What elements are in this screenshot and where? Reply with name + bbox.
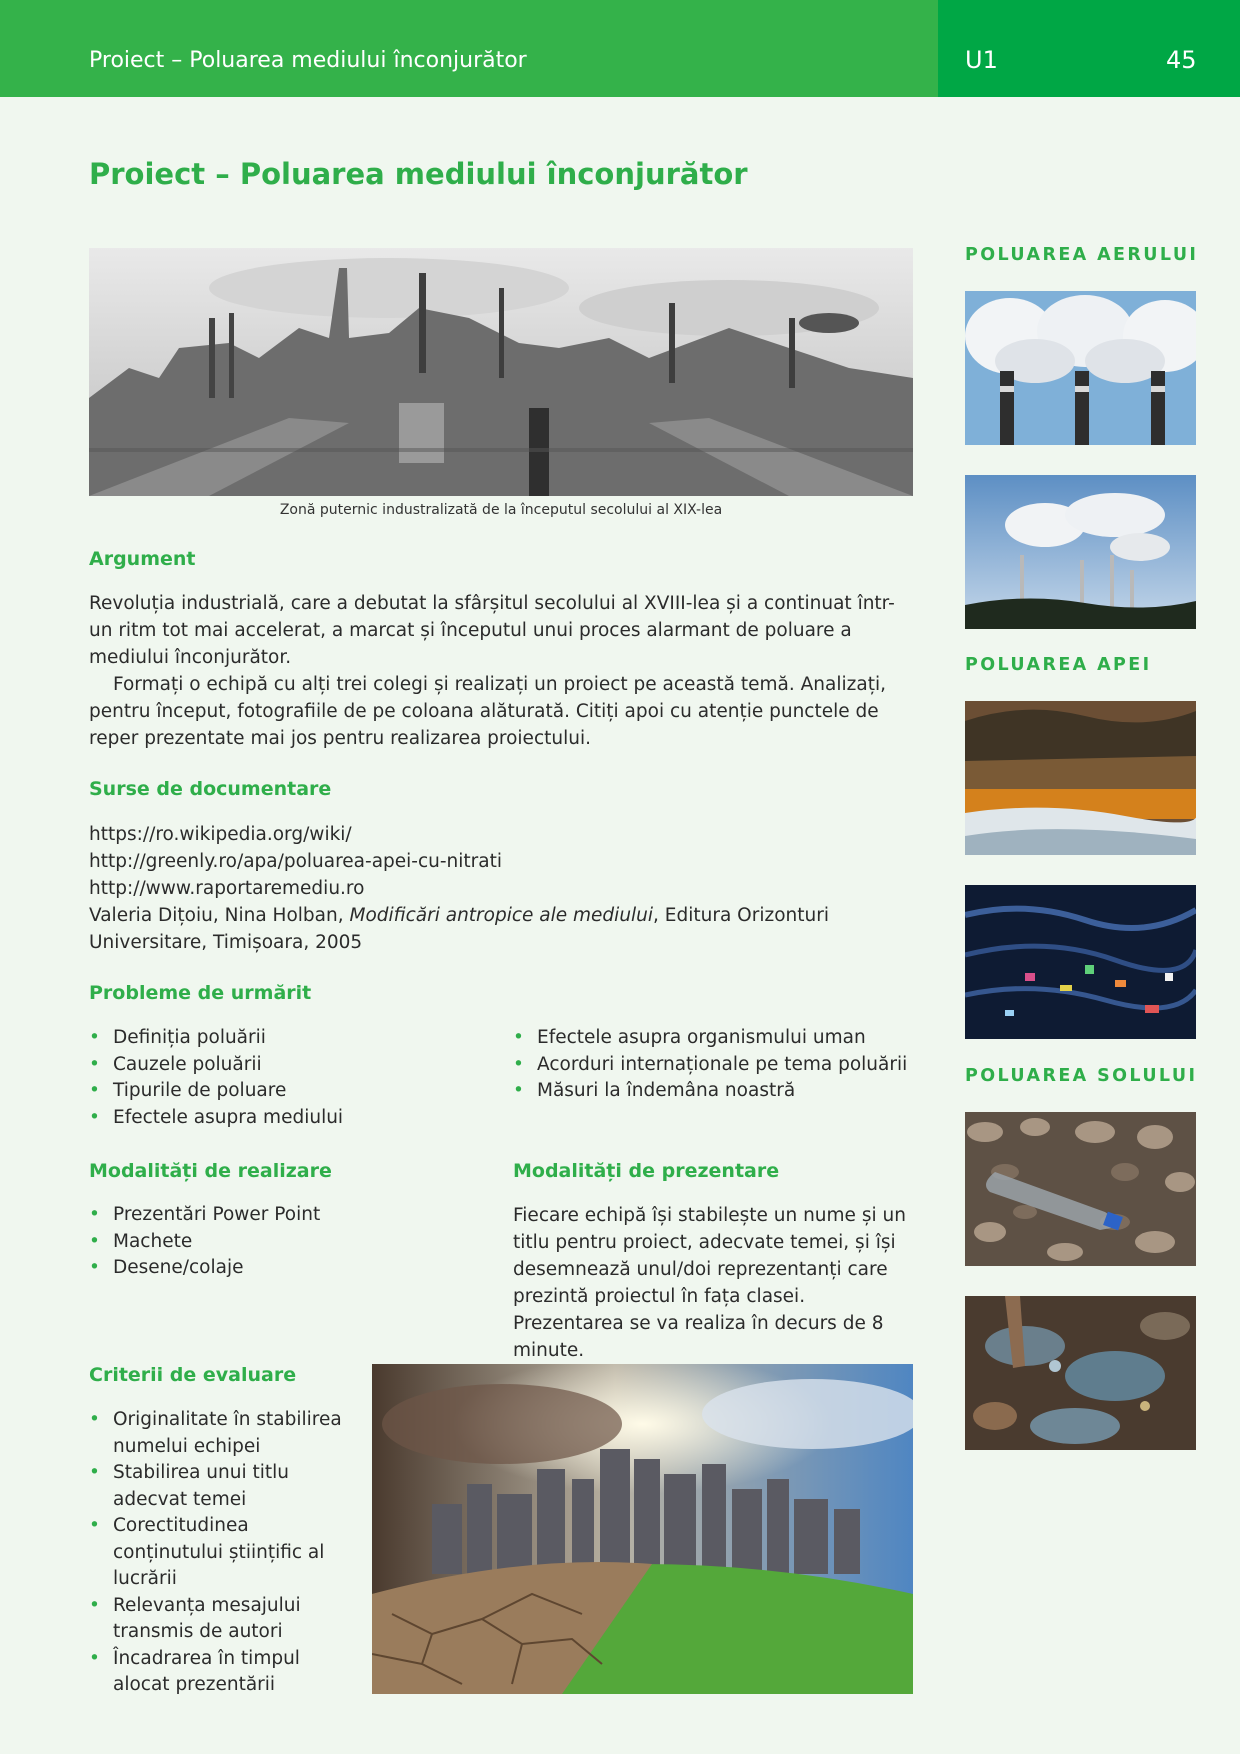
industrial-zone-photo bbox=[89, 248, 913, 496]
power-plant-photo bbox=[965, 475, 1196, 629]
air-pollution-heading: POLUAREA AERULUI bbox=[965, 245, 1199, 265]
header-title: Proiect – Poluarea mediului înconjurător bbox=[89, 48, 527, 73]
argument-heading: Argument bbox=[89, 548, 196, 570]
argument-paragraph-2: Formați o echipă cu alți trei colegi și realizați un proiect pe această temă. Analizați, pentru început, fotografiile de pe coloana alăturată. Citiți apoi cu atenție punctele de reper prezentate mai jos pentru realizarea proiectului. bbox=[89, 674, 886, 749]
presentation-text: Fiecare echipă își stabilește un nume și un titlu pentru proiect, adecvate temei, și își desemnează unul/doi reprezentanți care prezintă proiectul în fața clasei. Prezentarea se va realiza în decurs de 8 minute. bbox=[513, 1205, 906, 1361]
criteria-heading: Criterii de evaluare bbox=[89, 1364, 297, 1386]
presentation-heading: Modalități de prezentare bbox=[513, 1160, 780, 1182]
water-pollution-heading: POLUAREA APEI bbox=[965, 655, 1152, 675]
soil-pollution-heading: POLUAREA SOLULUI bbox=[965, 1066, 1198, 1086]
polluted-lake-photo bbox=[965, 701, 1196, 855]
problems-list-right bbox=[513, 1025, 933, 1105]
sources-heading: Surse de documentare bbox=[89, 778, 332, 800]
problems-list-left bbox=[89, 1025, 489, 1131]
list-item: • Machete bbox=[89, 1229, 489, 1256]
list-item: • Cauzele poluării bbox=[89, 1052, 489, 1079]
list-item: • Tipurile de poluare bbox=[89, 1078, 489, 1105]
page-number: 45 bbox=[1166, 46, 1197, 74]
list-item: • Relevanța mesajului transmis de autori bbox=[89, 1593, 359, 1646]
list-item: • Definiția poluării bbox=[89, 1025, 489, 1052]
list-item: • Stabilirea unui titlu adecvat temei bbox=[89, 1460, 359, 1513]
list-item: • Măsuri la îndemâna noastră bbox=[513, 1078, 933, 1105]
source-link[interactable]: http://www.raportaremediu.ro bbox=[89, 878, 365, 899]
list-item: • Acorduri internaționale pe tema poluării bbox=[513, 1052, 933, 1079]
list-item: • Încadrarea în timpul alocat prezentării bbox=[89, 1646, 359, 1699]
methods-list bbox=[89, 1202, 489, 1282]
plastic-in-water-photo bbox=[965, 885, 1196, 1039]
sources-list bbox=[89, 821, 915, 956]
book-publisher: , Editura Orizonturi Universitare, Timișoara, 2005 bbox=[89, 905, 829, 953]
city-cracked-earth-photo bbox=[372, 1364, 913, 1694]
methods-heading: Modalități de realizare bbox=[89, 1160, 332, 1182]
problems-heading: Probleme de urmărit bbox=[89, 982, 312, 1004]
list-item: • Prezentări Power Point bbox=[89, 1202, 489, 1229]
smokestacks-photo bbox=[965, 291, 1196, 445]
contaminated-soil-photo bbox=[965, 1296, 1196, 1450]
argument-text bbox=[89, 590, 915, 752]
header-unit: U1 bbox=[965, 46, 998, 74]
list-item: • Originalitate în stabilirea numelui echipei bbox=[89, 1407, 359, 1460]
book-authors: Valeria Dițoiu, Nina Holban, bbox=[89, 905, 350, 926]
source-link[interactable]: https://ro.wikipedia.org/wiki/ bbox=[89, 824, 352, 845]
page-title: Proiect – Poluarea mediului înconjurător bbox=[89, 157, 748, 191]
list-item: • Corectitudinea conținutului științific al lucrării bbox=[89, 1513, 359, 1593]
list-item: • Efectele asupra mediului bbox=[89, 1105, 489, 1132]
book-title: Modificări antropice ale mediului bbox=[349, 905, 654, 926]
image-caption: Zonă puternic industralizată de la începutul secolului al XIX-lea bbox=[279, 502, 723, 518]
argument-paragraph-1: Revoluția industrială, care a debutat la sfârșitul secolului al XVIII-lea și a continuat într-un ritm tot mai accelerat, a marcat și începutul unui proces alarmant de poluare a mediului înconjurător. bbox=[89, 593, 895, 668]
source-link[interactable]: http://greenly.ro/apa/poluarea-apei-cu-nitrati bbox=[89, 851, 502, 872]
criteria-list bbox=[89, 1407, 359, 1699]
list-item: • Desene/colaje bbox=[89, 1255, 489, 1282]
bottle-on-pebbles-photo bbox=[965, 1112, 1196, 1266]
book-reference bbox=[89, 905, 829, 953]
list-item: • Efectele asupra organismului uman bbox=[513, 1025, 933, 1052]
